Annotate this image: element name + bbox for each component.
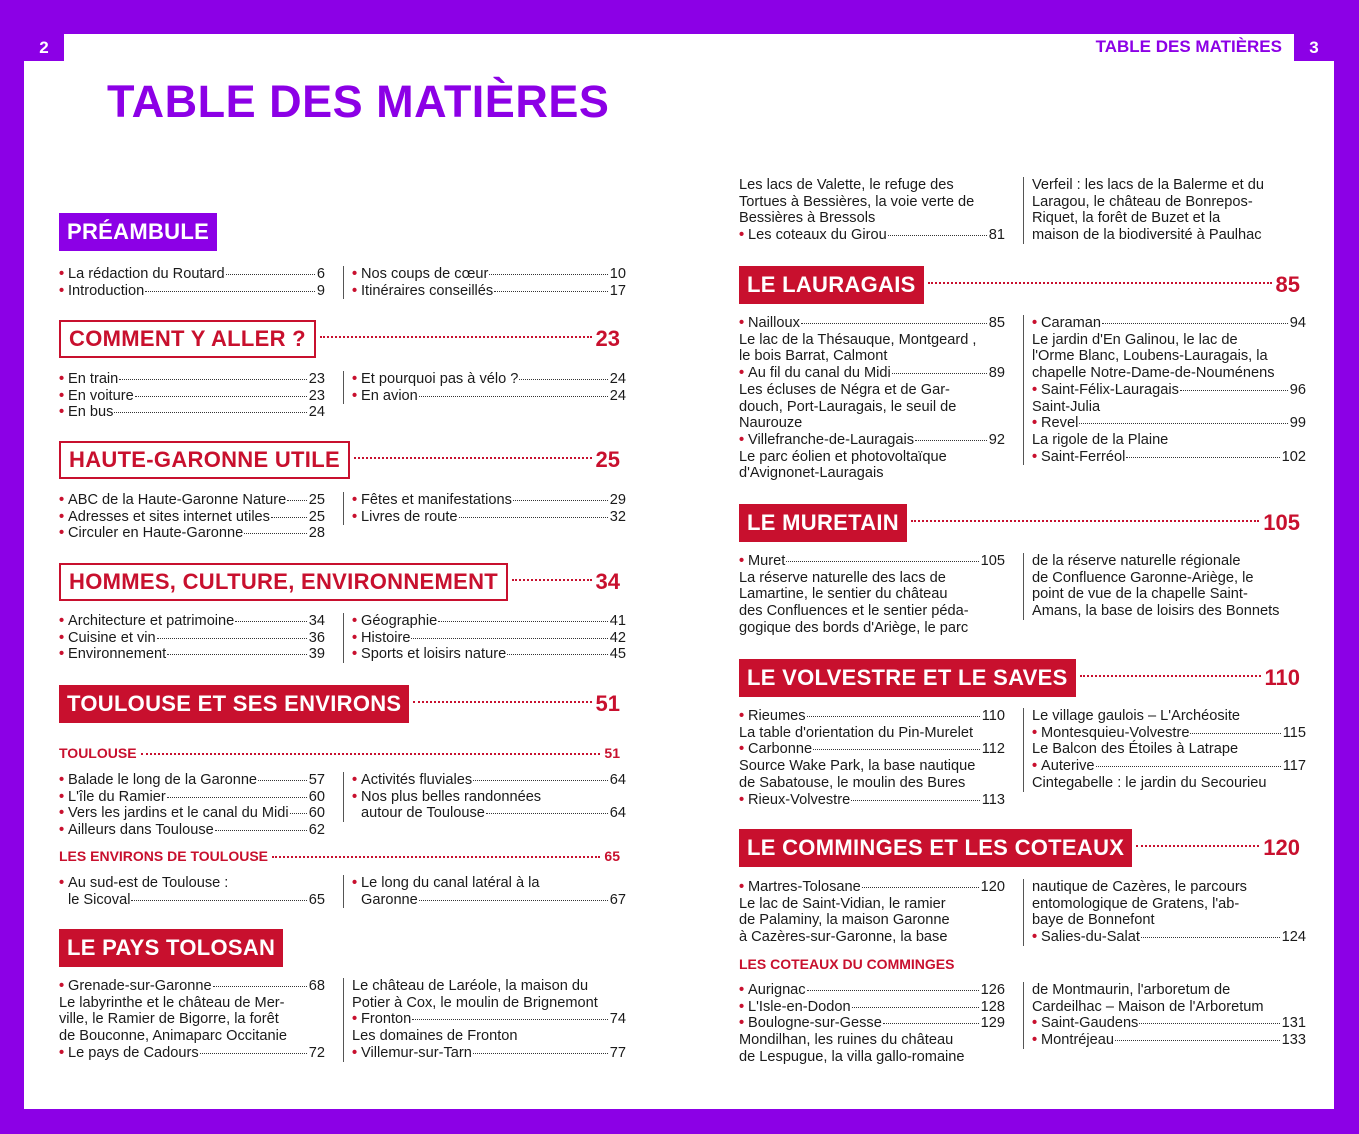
section-page: 120 [1263,835,1300,860]
toc-description: Les lacs de Valette, le refuge des [739,177,954,193]
toc-entry[interactable]: • Martres-Tolosane 120 [739,879,1005,896]
toc-description: Riquet, la forêt de Buzet et la [1032,210,1221,227]
leader-dots [354,441,592,459]
hommes-left-column [59,613,325,663]
leader-dots [512,563,591,581]
toc-entry[interactable]: • Balade le long de la Garonne 57 [59,772,325,789]
toc-entry[interactable]: • La rédaction du Routard 6 [59,266,325,283]
section-title: LE PAYS TOLOSAN [59,929,283,967]
toc-entry[interactable]: • En voiture 23 [59,388,325,405]
section-title: LE LAURAGAIS [739,266,924,304]
section-page: 34 [595,569,620,594]
volvestre-left-column [739,708,1005,808]
comment-right-column [343,371,626,404]
toc-entry[interactable]: • Nos coups de cœur 10 [352,266,626,283]
section-page: 110 [1264,665,1300,690]
toc-description: La réserve naturelle des lacs de [739,569,946,586]
toc-entry[interactable]: • Architecture et patrimoine 34 [59,613,325,630]
section-page: 85 [1275,272,1300,297]
toc-entry[interactable]: • Le pays de Cadours 72 [59,1045,325,1062]
toc-entry[interactable]: • Rieux-Volvestre 113 [739,792,1005,809]
toc-description: des Confluences et le sentier péda- [739,603,969,620]
toc-entry[interactable]: • Villemur-sur-Tarn 77 [352,1045,626,1062]
toc-entry[interactable]: • Carbonne 112 [739,741,1005,758]
toc-description: Cardeilhac – Maison de l'Arboretum [1032,998,1264,1015]
toc-entry[interactable]: • Activités fluviales 64 [352,772,626,789]
toc-description: chapelle Notre-Dame-de-Nouménens [1032,365,1275,382]
toc-entry-continued[interactable]: Garonne 67 [361,891,626,908]
section-hommes-header[interactable] [59,563,620,601]
toc-description: de Confluence Garonne-Ariège, le [1032,569,1254,586]
running-title: TABLE DES MATIÈRES [1095,37,1282,56]
toc-entry[interactable]: • Auterive 117 [1032,758,1306,775]
toc-description: de la réserve naturelle régionale [1032,553,1241,569]
toc-entry-continued[interactable]: autour de Toulouse 64 [361,805,626,822]
hommes-right-column [343,613,626,663]
toc-description: l'Orme Blanc, Loubens-Lauragais, la [1032,348,1268,365]
section-preambule-header [59,213,217,251]
toc-entry[interactable]: • Rieumes 110 [739,708,1005,725]
toc-entry[interactable]: • Circuler en Haute-Garonne 28 [59,525,325,542]
toc-description: Le village gaulois – L'Archéosite [1032,708,1241,724]
toc-entry[interactable]: • Saint-Gaudens 131 [1032,1015,1306,1032]
toc-description: d'Avignonet-Lauragais [739,465,884,482]
comment-left-column [59,371,325,421]
toc-description: Le lac de la Thésauque, Montgeard , [739,331,977,348]
toc-description: ville, le Ramier de Bigorre, la forêt [59,1011,279,1028]
section-tolosan-header[interactable] [59,929,283,967]
toc-entry[interactable]: • Histoire 42 [352,630,626,647]
toc-description: point de vue de la chapelle Saint- [1032,586,1248,603]
toc-entry[interactable]: • Le long du canal latéral à la [352,875,626,892]
toc-entry[interactable]: • Cuisine et vin 36 [59,630,325,647]
tolosan-cont-right-column [1023,177,1306,244]
toc-description: Le Balcon des Étoiles à Latrape [1032,741,1239,758]
environs-right-column [343,875,626,908]
toc-description: Source Wake Park, la base nautique [739,758,976,775]
preambule-left-column [59,266,325,299]
toc-entry[interactable]: • Et pourquoi pas à vélo ? 24 [352,371,626,388]
toc-description: Laragou, le château de Bonrepos- [1032,193,1253,210]
toc-description: le bois Barrat, Calmont [739,348,888,365]
lauragais-right-column [1023,315,1306,465]
toc-entry[interactable]: • Adresses et sites internet utiles 25 [59,509,325,526]
section-comment-header[interactable] [59,320,620,358]
toc-description: La table d'orientation du Pin-Murelet [739,724,973,741]
comminges-left-column [739,879,1005,946]
section-title: HOMMES, CULTURE, ENVIRONNEMENT [59,563,508,601]
toc-entry[interactable]: • Revel 99 [1032,415,1306,432]
toc-entry[interactable]: • Montesquieu-Volvestre 115 [1032,725,1306,742]
toc-description: Amans, la base de loisirs des Bonnets [1032,603,1280,620]
toc-description: douch, Port-Lauragais, le seuil de [739,398,957,415]
toc-entry[interactable]: • Grenade-sur-Garonne 68 [59,978,325,995]
toc-description: Cintegabelle : le jardin du Secourieu [1032,774,1267,791]
section-comminges-header[interactable] [739,829,1300,867]
toc-entry[interactable]: • Boulogne-sur-Gesse 129 [739,1015,1005,1032]
toc-description: de Sabatouse, le moulin des Bures [739,774,966,791]
toc-description: Naurouze [739,415,803,432]
toc-entry-continued[interactable]: le Sicoval 65 [68,891,325,908]
muretain-left-column [739,553,1005,637]
section-volvestre-header[interactable] [739,659,1300,697]
environs-left-column [59,875,325,908]
toc-description: à Cazères-sur-Garonne, la base [739,929,948,946]
leader-dots [320,320,592,338]
toc-entry[interactable]: • Livres de route 32 [352,509,626,526]
toc-entry[interactable]: • En train 23 [59,371,325,388]
utile-left-column [59,492,325,542]
section-title: PRÉAMBULE [59,213,217,251]
toc-description: de Lespugue, la villa gallo-romaine [739,1048,965,1065]
toc-entry[interactable]: • Montréjeau 133 [1032,1032,1306,1049]
toc-entry[interactable]: • Caraman 94 [1032,315,1306,332]
toc-entry[interactable]: • Au fil du canal du Midi 89 [739,365,1005,382]
right-page-number: 3 [1294,34,1334,61]
section-title: LE COMMINGES ET LES COTEAUX [739,829,1132,867]
toc-description: Saint-Julia [1032,398,1101,415]
toc-description: Le lac de Saint-Vidian, le ramier [739,895,946,912]
toc-entry[interactable]: • Vers les jardins et le canal du Midi 60 [59,805,325,822]
comminges-right-column [1023,879,1306,946]
preambule-right-column [343,266,626,299]
section-title: LE MURETAIN [739,504,907,542]
toc-entry[interactable]: • Saint-Ferréol 102 [1032,449,1306,466]
toc-description: Tortues à Bessières, la voie verte de [739,193,975,210]
tolosan-left-column [59,978,325,1062]
toc-entry[interactable]: • Fronton 74 [352,1011,626,1028]
toc-entry[interactable]: • Ailleurs dans Toulouse 62 [59,822,325,839]
toc-description: nautique de Cazères, le parcours [1032,879,1247,895]
toc-entry[interactable]: • Environnement 39 [59,646,325,663]
toc-description: Potier à Cox, le moulin de Brignemont [352,994,598,1011]
section-page: 51 [595,691,620,716]
muretain-right-column [1023,553,1306,620]
toc-entry[interactable]: • Sports et loisirs nature 45 [352,646,626,663]
toc-description: Les écluses de Négra et de Gar- [739,381,950,398]
leader-dots [1080,659,1261,677]
toulouse-right-column [343,772,626,822]
tolosan-cont-left-column [739,177,1005,244]
toc-description: Verfeil : les lacs de la Balerme et du [1032,177,1264,193]
section-toulouse-header[interactable] [59,685,620,723]
section-title: LE VOLVESTRE ET LE SAVES [739,659,1076,697]
section-muretain-header[interactable] [739,504,1300,542]
subsection-environs[interactable]: LES ENVIRONS DE TOULOUSE 65 [59,848,620,864]
section-page: 105 [1263,510,1300,535]
toc-entry[interactable]: • En bus 24 [59,404,325,421]
toc-description: maison de la biodiversité à Paulhac [1032,227,1262,244]
toc-entry[interactable]: • En avion 24 [352,388,626,405]
toc-entry[interactable]: • Introduction 9 [59,283,325,300]
toc-description: Bessières à Bressols [739,210,876,227]
toc-description: Mondilhan, les ruines du château [739,1032,954,1049]
volvestre-right-column [1023,708,1306,792]
toc-entry[interactable]: • Saint-Félix-Lauragais 96 [1032,382,1306,399]
toc-entry[interactable]: • ABC de la Haute-Garonne Nature 25 [59,492,325,509]
toc-entry[interactable]: • L'Isle-en-Dodon 128 [739,999,1005,1016]
subsection-coteaux[interactable]: LES COTEAUX DU COMMINGES [739,956,955,972]
toc-description: gogique des bords d'Ariège, le parc [739,619,969,636]
page-title: TABLE DES MATIÈRES [107,76,610,127]
section-utile-header[interactable] [59,441,620,479]
toc-description: Le parc éolien et photovoltaïque [739,448,947,465]
toc-entry[interactable]: • Itinéraires conseillés 17 [352,283,626,300]
leader-dots [928,266,1272,284]
section-title: TOULOUSE ET SES ENVIRONS [59,685,409,723]
toc-description: La rigole de la Plaine [1032,431,1169,448]
toc-entry[interactable]: • Muret 105 [739,553,1005,570]
section-lauragais-header[interactable] [739,266,1300,304]
coteaux-right-column [1023,982,1306,1049]
left-page-number: 2 [24,34,64,61]
toc-entry[interactable]: • Nailloux 85 [739,315,1005,332]
toc-entry[interactable]: • Aurignac 126 [739,982,1005,999]
tolosan-right-column [343,978,626,1062]
section-title: COMMENT Y ALLER ? [59,320,316,358]
lauragais-left-column [739,315,1005,482]
toc-entry[interactable]: • Salies-du-Salat 124 [1032,929,1306,946]
toc-description: Le jardin d'En Galinou, le lac de [1032,331,1238,348]
leader-dots [1136,829,1259,847]
toc-description: Les domaines de Fronton [352,1028,518,1045]
leader-dots [413,685,591,703]
toc-description: Le château de Laréole, la maison du [352,978,589,994]
toc-description: entomologique de Gratens, l'ab- [1032,895,1240,912]
section-page: 25 [595,447,620,472]
toc-entry[interactable]: • Au sud-est de Toulouse : [59,875,325,892]
toc-description: de Bouconne, Animaparc Occitanie [59,1028,287,1045]
toc-description: baye de Bonnefont [1032,912,1155,929]
toc-entry[interactable]: • Fêtes et manifestations 29 [352,492,626,509]
coteaux-left-column [739,982,1005,1066]
toc-description: de Montmaurin, l'arboretum de [1032,982,1231,998]
section-page: 23 [595,326,620,351]
toulouse-left-column [59,772,325,839]
toc-entry[interactable]: • L'île du Ramier 60 [59,789,325,806]
utile-right-column [343,492,626,525]
toc-entry[interactable]: • Villefranche-de-Lauragais 92 [739,432,1005,449]
section-title: HAUTE-GARONNE UTILE [59,441,350,479]
toc-description: de Palaminy, la maison Garonne [739,912,950,929]
toc-description: Lamartine, le sentier du château [739,586,948,603]
leader-dots [911,504,1259,522]
toc-description: Le labyrinthe et le château de Mer- [59,994,285,1011]
toc-entry[interactable]: • Géographie 41 [352,613,626,630]
toc-entry[interactable]: • Les coteaux du Girou 81 [739,227,1005,244]
toc-entry[interactable]: • Nos plus belles randonnées [352,789,626,806]
subsection-toulouse[interactable]: TOULOUSE 51 [59,745,620,761]
